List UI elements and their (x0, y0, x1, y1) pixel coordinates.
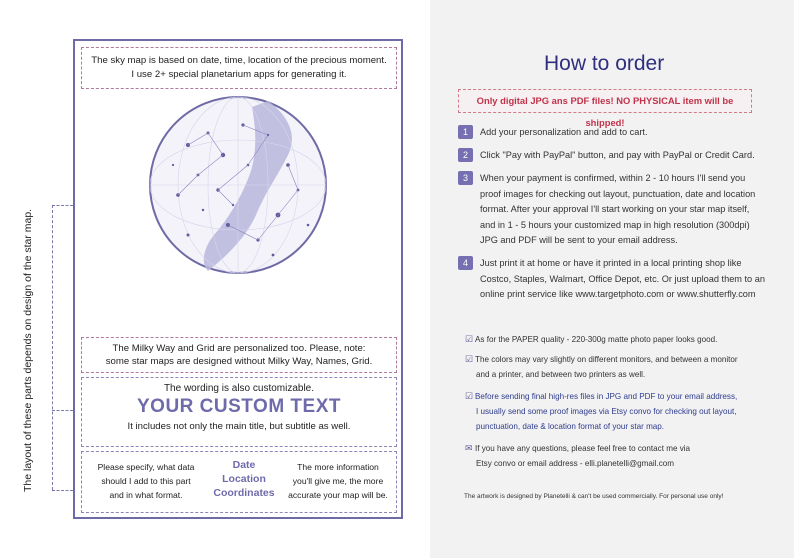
wording-note: The wording is also customizable. (163, 383, 315, 394)
check-colors (465, 352, 765, 382)
milky-way-line-1: The Milky Way and Grid are personalized too. Please, note: (112, 343, 366, 354)
star-map (148, 95, 328, 275)
custom-text-box (81, 377, 397, 447)
check-paper-text: As for the PAPER quality - 220-300g matte photo paper looks good. (475, 335, 718, 344)
date-location-coordinates (206, 458, 282, 500)
intro-line-1: The sky map is based on date, time, location of the precious moment. (91, 55, 387, 66)
check-colors-line-2: and a printer, and between two printers as well. (476, 370, 646, 379)
more-info-line-3: accurate your map will be. (288, 490, 388, 500)
specify-line-2: should I add to this part (101, 476, 191, 486)
step-3-text: When your payment is confirmed, within 2 - 10 hours I'll send you proof images for checking out layout, punctuation, date and location format. After your approval I'll start working on your star map itself, and in 1 - 5 hours your customized map in high resolution (300dpi) JPG and PDF will be sent to your email address. (480, 173, 756, 246)
intro-box (81, 47, 397, 89)
bracket-top (52, 205, 73, 206)
checkbox-icon: ☑ (465, 391, 474, 401)
specify-note (86, 460, 206, 502)
check-proofs-line-2: I usually send some proof images via Etsy convo for checking out layout, (476, 407, 737, 416)
dlc-location: Location (222, 473, 266, 485)
details-box (81, 451, 397, 513)
dlc-date: Date (232, 459, 256, 471)
envelope-icon: ✉ (465, 443, 473, 453)
custom-text-title: YOUR CUSTOM TEXT (137, 396, 341, 417)
step-1-number: 1 (458, 125, 473, 139)
subtitle-note: It includes not only the main title, but subtitle as well. (127, 421, 351, 432)
check-colors-line-1: The colors may vary slightly on different monitors, and between a monitor (475, 355, 738, 364)
step-2-number: 2 (458, 148, 473, 162)
more-info-line-2: you'll give me, the more (292, 476, 384, 486)
check-contact-line-2: Etsy convo or email address - elli.planetelli@gmail.com (476, 459, 675, 468)
check-contact (465, 441, 765, 471)
checkbox-icon: ☑ (465, 334, 474, 344)
intro-line-2: I use 2+ special planetarium apps for generating it. (131, 69, 347, 80)
bracket-line (52, 205, 53, 490)
checkbox-icon: ☑ (465, 354, 474, 364)
step-2-text: Click "Pay with PayPal" button, and pay with PayPal or Credit Card. (480, 150, 755, 160)
poster-frame (73, 39, 403, 519)
order-title: How to order (544, 52, 665, 75)
copyright-footer: The artwork is designed by Planetelli & can't be used commercially. For personal use only! (464, 493, 724, 500)
check-proofs-line-3: punctuation, date & location format of your star map. (476, 422, 665, 431)
check-proofs-line-1: Before sending final high-res files in JPG and PDF to your email address, (475, 392, 738, 401)
more-info-note (282, 460, 394, 502)
step-4-number: 4 (458, 256, 473, 270)
more-info-line-1: The more information (297, 462, 379, 472)
dlc-coordinates: Coordinates (213, 487, 275, 499)
step-4-text: Just print it at home or have it printed in a local printing shop like Costco, Staples, Walmart, Office Depot, etc. Or just upload them to an online print service like www.targetphoto.com or www.shutterfly.com (480, 258, 765, 300)
check-contact-line-1: If you have any questions, please feel free to contact me via (475, 444, 691, 453)
step-3-number: 3 (458, 171, 473, 185)
digital-only-notice: Only digital JPG ans PDF files! NO PHYSICAL item will be shipped! (458, 89, 752, 113)
layout-note: The layout of these parts depends on design of the star map. (22, 208, 34, 492)
milky-way-line-2: some star maps are designed without Milky Way, Names, Grid. (105, 356, 373, 367)
milky-way-note-box (81, 337, 397, 373)
step-1-text: Add your personalization and add to cart. (480, 127, 648, 137)
specify-line-3: and in what format. (109, 490, 183, 500)
bracket-bottom (52, 490, 73, 491)
specify-line-1: Please specify, what data (97, 462, 195, 472)
check-paper (465, 332, 765, 347)
check-proofs (465, 389, 765, 434)
bracket-mid (52, 410, 73, 411)
